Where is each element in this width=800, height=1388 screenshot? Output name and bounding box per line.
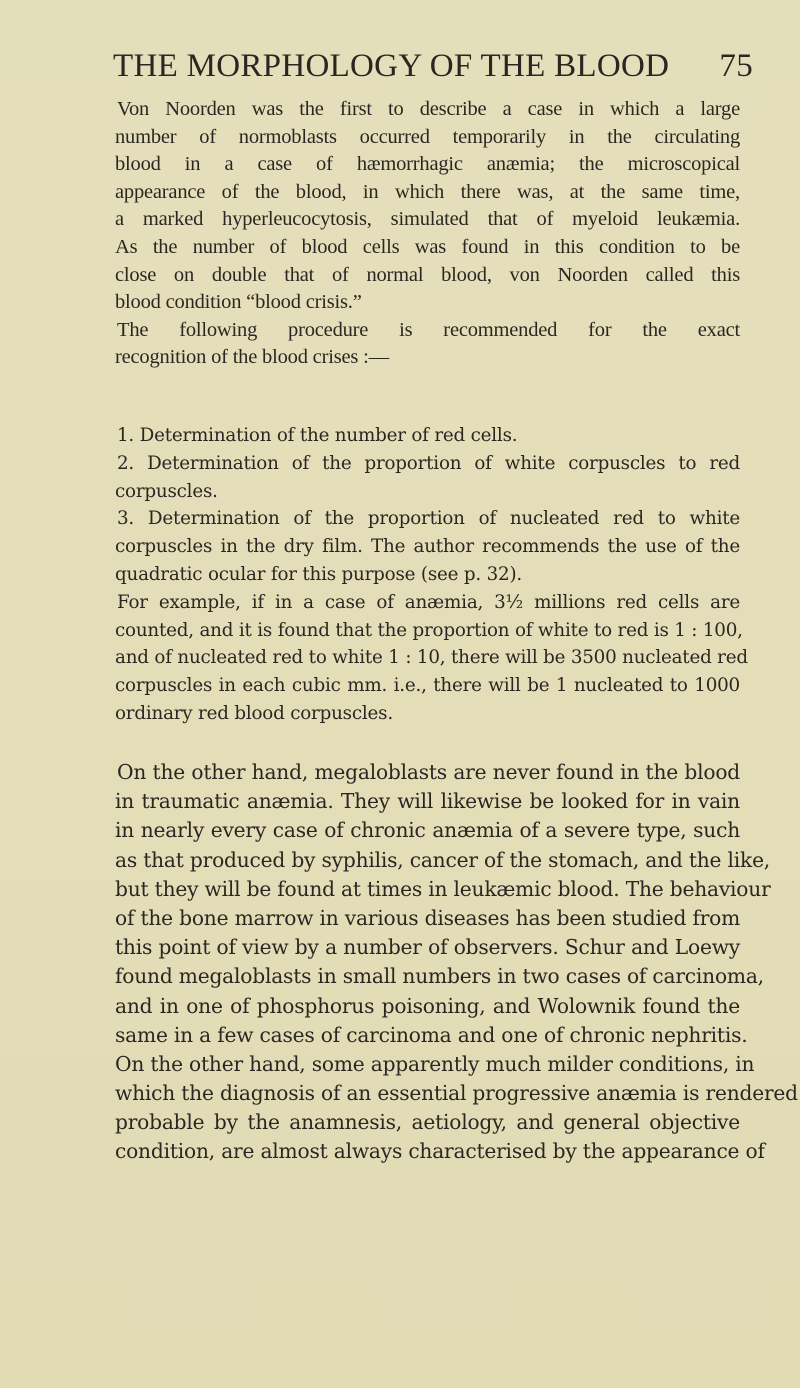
text-line: The following procedure is recommended for the exact xyxy=(117,318,740,341)
text-line: and in one of phosphorus poisoning, and Wolownik found the xyxy=(115,993,740,1018)
paragraph-von-noorden xyxy=(115,96,740,372)
text-line: close on double that of normal blood, von Noorden called this xyxy=(115,263,740,286)
text-line: as that produced by syphilis, cancer of the stomach, and the like, xyxy=(115,847,771,872)
text-line: a marked hyperleucocytosis, simulated that of myeloid leukæmia. xyxy=(115,208,740,231)
example-line: counted, and it is found that the proportion of white to red is 1 : 100, xyxy=(115,619,743,641)
example-line: For example, if in a case of anæmia, 3½ millions red cells are xyxy=(117,591,740,613)
text-line: number of normoblasts occurred temporarily in the circulating xyxy=(115,125,740,148)
list-item: 2. Determination of the proportion of white corpuscles to red xyxy=(117,452,740,474)
text-line: corpuscles in the dry film. The author recommends the use of the xyxy=(115,536,740,558)
text-line: On the other hand, some apparently much milder conditions, in xyxy=(115,1051,755,1076)
text-line: quadratic ocular for this purpose (see p. 32). xyxy=(115,563,522,585)
text-line: blood in a case of hæmorrhagic anæmia; the microscopical xyxy=(115,153,740,176)
running-title: THE MORPHOLOGY OF THE BLOOD xyxy=(113,48,670,84)
text-line: Von Noorden was the first to describe a case in which a large xyxy=(117,98,740,120)
list-item: 1. Determination of the number of red cells. xyxy=(117,425,518,446)
running-header xyxy=(113,48,753,92)
text-line: As the number of blood cells was found in this condition to be xyxy=(115,235,740,258)
text-line: which the diagnosis of an essential progressive anæmia is rendered xyxy=(115,1081,798,1106)
text-line: found megaloblasts in small numbers in two cases of carcinoma, xyxy=(115,964,764,989)
text-line: recognition of the blood crises :— xyxy=(115,346,389,369)
text-line: appearance of the blood, in which there was, at the same time, xyxy=(115,180,740,203)
text-line: corpuscles. xyxy=(115,480,218,502)
text-line: condition, are almost always characterised by the appearance of xyxy=(115,1139,765,1164)
example-line: and of nucleated red to white 1 : 10, there will be 3500 nucleated red xyxy=(115,647,748,669)
example-line: corpuscles in each cubic mm. i.e., there will be 1 nucleated to 1000 xyxy=(115,675,740,697)
text-line: in traumatic anæmia. They will likewise be looked for in vain xyxy=(115,789,740,814)
procedure-list xyxy=(115,422,748,728)
text-line: probable by the anamnesis, aetiology, and general objective xyxy=(115,1110,740,1135)
example-line: ordinary red blood corpuscles. xyxy=(115,702,393,724)
paragraph-megaloblasts xyxy=(115,758,798,1167)
text-line: in nearly every case of chronic anæmia of a severe type, such xyxy=(115,818,740,843)
text-line: this point of view by a number of observers. Schur and Loewy xyxy=(115,935,740,960)
text-line: same in a few cases of carcinoma and one of chronic nephritis. xyxy=(115,1022,748,1047)
page-number: 75 xyxy=(719,48,753,84)
text-line: blood condition “blood crisis.” xyxy=(115,291,362,314)
list-item: 3. Determination of the proportion of nucleated red to white xyxy=(117,508,740,530)
text-line: but they will be found at times in leukæmic blood. The behaviour xyxy=(115,876,771,901)
text-line: of the bone marrow in various diseases has been studied from xyxy=(115,905,741,930)
text-line: On the other hand, megaloblasts are never found in the blood xyxy=(117,760,740,784)
